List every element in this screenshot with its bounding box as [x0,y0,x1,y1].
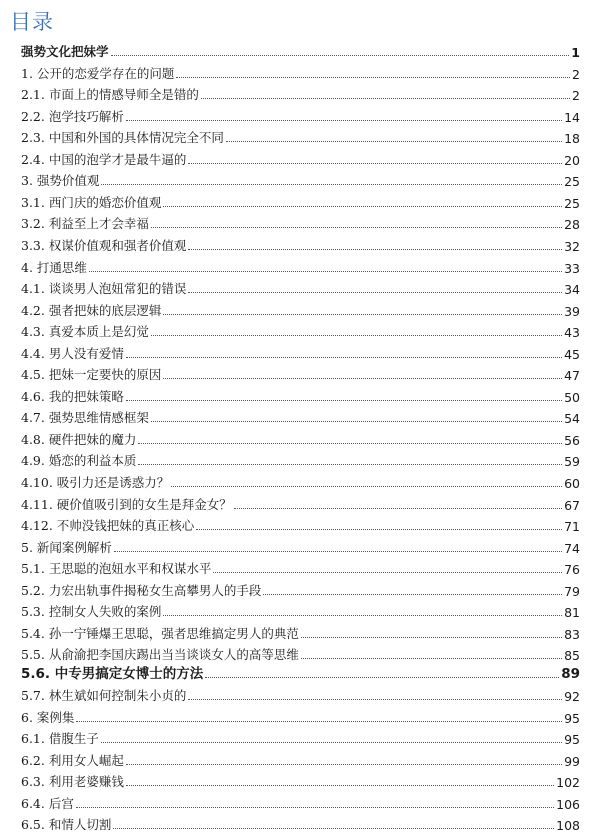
toc-leader-dots [213,572,562,573]
toc-leader-dots [163,378,562,379]
toc-entry[interactable] [21,148,580,168]
toc-entry-page: 99 [564,753,580,769]
toc-entry-page: 79 [564,583,580,599]
toc-entry-page: 14 [564,109,580,125]
toc-entry[interactable] [21,342,580,362]
toc-entry-title: 6.5. 和情人切割 [21,817,112,832]
toc-entry-page: 92 [564,689,580,704]
page-title: 目录 [10,10,54,34]
toc-entry[interactable] [21,385,580,405]
toc-entry-title: 4.6. 我的把妹策略 [21,388,124,404]
toc-entry[interactable] [21,234,580,254]
toc-entry-page: 71 [564,519,580,535]
toc-entry-page: 76 [564,562,580,578]
toc-entry-title: 6.4. 后宫 [21,795,74,811]
toc-entry-page: 95 [564,732,580,747]
toc-leader-dots [138,443,562,444]
toc-leader-dots [263,594,562,595]
toc-entry-page: 59 [564,454,580,470]
toc-entry[interactable] [21,105,580,125]
toc-entry-page: 25 [564,195,580,211]
toc-entry-title: 4.12. 不帅没钱把妹的真正核心 [21,518,195,534]
toc-entry[interactable] [21,536,580,556]
toc-entry[interactable] [21,749,580,769]
toc-leader-dots [201,98,570,99]
toc-leader-dots [205,677,559,678]
toc-leader-dots [188,699,562,700]
toc-leader-dots [234,508,562,509]
toc-entry-page: 67 [564,497,580,513]
toc-leader-dots [151,421,562,422]
toc-leader-dots [111,55,570,56]
toc-entry-page: 95 [564,710,580,726]
toc-entry-page: 47 [564,368,580,384]
toc-entry-page: 20 [564,152,580,168]
toc-entry[interactable] [21,363,580,383]
toc-entry-title: 5.1. 王思聪的泡妞水平和权谋水平 [21,561,212,577]
toc-entry-page: 28 [564,217,580,233]
toc-entry-page: 108 [556,818,580,833]
toc-entry-page: 81 [564,605,580,621]
toc-entry-title: 强势文化把妹学 [21,44,109,59]
toc-entry-title: 6. 案例集 [21,709,75,725]
toc-entry-page: 85 [564,648,580,664]
toc-entry-title: 2.2. 泡学技巧解析 [21,108,124,124]
toc-entry[interactable] [21,514,580,534]
toc-leader-dots [126,764,562,765]
toc-entry-title: 6.1. 借腹生子 [21,731,99,746]
toc-leader-dots [188,163,562,164]
toc-leader-dots [188,249,562,250]
toc-entry-title: 4.9. 婚恋的利益本质 [21,453,137,469]
toc-entry-title: 5.3. 控制女人失败的案例 [21,604,162,620]
toc-entry-title: 1. 公开的恋爱学存在的问题 [21,65,175,81]
toc-entry-page: 34 [564,282,580,298]
toc-leader-dots [226,141,562,142]
toc-entry-title: 6.2. 利用女人崛起 [21,752,124,768]
toc-leader-dots [113,828,554,829]
toc-entry-title: 4. 打通思维 [21,259,87,275]
toc-leader-dots [138,464,562,465]
toc-leader-dots [76,807,554,808]
toc-entry[interactable] [21,579,580,599]
toc-entry-page: 45 [564,346,580,362]
toc-entry-page: 106 [556,796,580,812]
toc-entry[interactable] [21,299,580,319]
toc-entry-title: 4.8. 硬件把妹的魔力 [21,431,137,447]
toc-entry-title: 4.5. 把妹一定要快的原因 [21,367,162,383]
toc-entry-page: 74 [564,540,580,556]
toc-leader-dots [188,292,562,293]
toc-leader-dots [151,227,562,228]
toc-entry[interactable] [21,471,580,491]
toc-leader-dots [126,120,562,121]
toc-leader-dots [301,658,562,659]
toc-entry-title: 4.2. 强者把妹的底层逻辑 [21,302,162,318]
toc-entry-title: 4.4. 男人没有爱情 [21,345,124,361]
toc-entry-title: 5.5. 从俞渝把李国庆踢出当当谈谈女人的高等思维 [21,647,299,663]
toc-entry[interactable] [21,813,580,833]
toc-entry-page: 83 [564,626,580,642]
toc-entry-title: 2.4. 中国的泡学才是最牛逼的 [21,151,187,167]
toc-leader-dots [126,400,562,401]
toc-entry[interactable] [21,83,580,103]
toc-entry[interactable] [21,406,580,426]
toc-entry-page: 2 [572,66,580,82]
toc-entry-title: 4.10. 吸引力还是诱惑力？ [21,475,170,490]
toc-leader-dots [126,785,554,786]
toc-entry-title: 4.1. 谈谈男人泡妞常犯的错误 [21,281,187,297]
toc-leader-dots [163,615,562,616]
toc-leader-dots [114,551,562,552]
toc-entry[interactable] [21,126,580,146]
toc-leader-dots [176,77,570,78]
toc-leader-dots [171,486,562,487]
toc-leader-dots [151,335,562,336]
toc-entry[interactable] [21,600,580,620]
toc-leader-dots [196,529,562,530]
toc-entry-page: 1 [571,45,580,60]
toc-entry-title: 3.2. 利益至上才会幸福 [21,216,149,232]
toc-entry[interactable] [21,40,580,60]
toc-leader-dots [101,184,562,185]
toc-entry[interactable] [21,727,580,747]
toc-entry-page: 89 [561,666,580,682]
toc-entry[interactable] [21,169,580,189]
toc-leader-dots [89,271,562,272]
toc-entry-page: 39 [564,303,580,319]
toc-entry[interactable] [21,191,580,211]
toc-entry-title: 2.1. 市面上的情感导师全是错的 [21,87,199,103]
toc-leader-dots [301,637,562,638]
toc-entry-page: 102 [556,775,580,790]
toc-entry[interactable] [21,557,580,577]
toc-entry-title: 5.4. 孙一宁锤爆王思聪，强者思维搞定男人的典范 [21,625,299,641]
toc-entry-page: 18 [564,131,580,147]
toc-entry-title: 4.7. 强势思维情感框架 [21,410,149,426]
toc-entry[interactable] [21,684,580,704]
toc-entry-title: 5.2. 力宏出轨事件揭秘女生高攀男人的手段 [21,582,262,598]
toc-entry-title: 4.11. 硬价值吸引到的女生是拜金女？ [21,496,232,512]
toc-entry[interactable] [21,212,580,232]
toc-entry-page: 25 [564,174,580,190]
toc-entry[interactable] [21,320,580,340]
toc-entry[interactable] [21,770,580,790]
toc-entry[interactable] [21,662,580,682]
toc-entry[interactable] [21,428,580,448]
toc-entry[interactable] [21,622,580,642]
toc-leader-dots [76,721,562,722]
toc-entry[interactable] [21,62,580,82]
toc-entry-page: 32 [564,238,580,254]
toc-entry[interactable] [21,256,580,276]
toc-entry[interactable] [21,277,580,297]
toc-entry-page: 60 [564,476,580,491]
toc-entry-page: 50 [564,389,580,405]
toc-entry[interactable] [21,792,580,812]
toc-leader-dots [163,314,562,315]
toc-entry[interactable] [21,706,580,726]
toc-entry-title: 2.3. 中国和外国的具体情况完全不同 [21,130,224,146]
toc-entry[interactable] [21,643,580,663]
toc-entry-title: 3.3. 权谋价值观和强者价值观 [21,237,187,253]
toc-entry[interactable] [21,449,580,469]
toc-entry-page: 43 [564,325,580,341]
toc-entry-title: 4.3. 真爱本质上是幻觉 [21,324,149,340]
toc-entry-page: 2 [572,88,580,104]
toc-entry-title: 6.3. 利用老婆赚钱 [21,774,124,789]
toc-entry-page: 56 [564,432,580,448]
toc-leader-dots [101,742,562,743]
toc-leader-dots [163,206,562,207]
toc-leader-dots [126,357,562,358]
toc-entry-title: 3. 强势价值观 [21,173,100,189]
toc-entry-page: 54 [564,411,580,427]
toc-entry-title: 3.1. 西门庆的婚恋价值观 [21,194,162,210]
toc-entry-title: 5.7. 林生斌如何控制朱小贞的 [21,688,187,703]
toc-entry-page: 33 [564,260,580,276]
toc-entry[interactable] [21,493,580,513]
toc-entry-title: 5.6. 中专男搞定女博士的方法 [21,666,204,682]
toc-entry-title: 5. 新闻案例解析 [21,539,112,555]
